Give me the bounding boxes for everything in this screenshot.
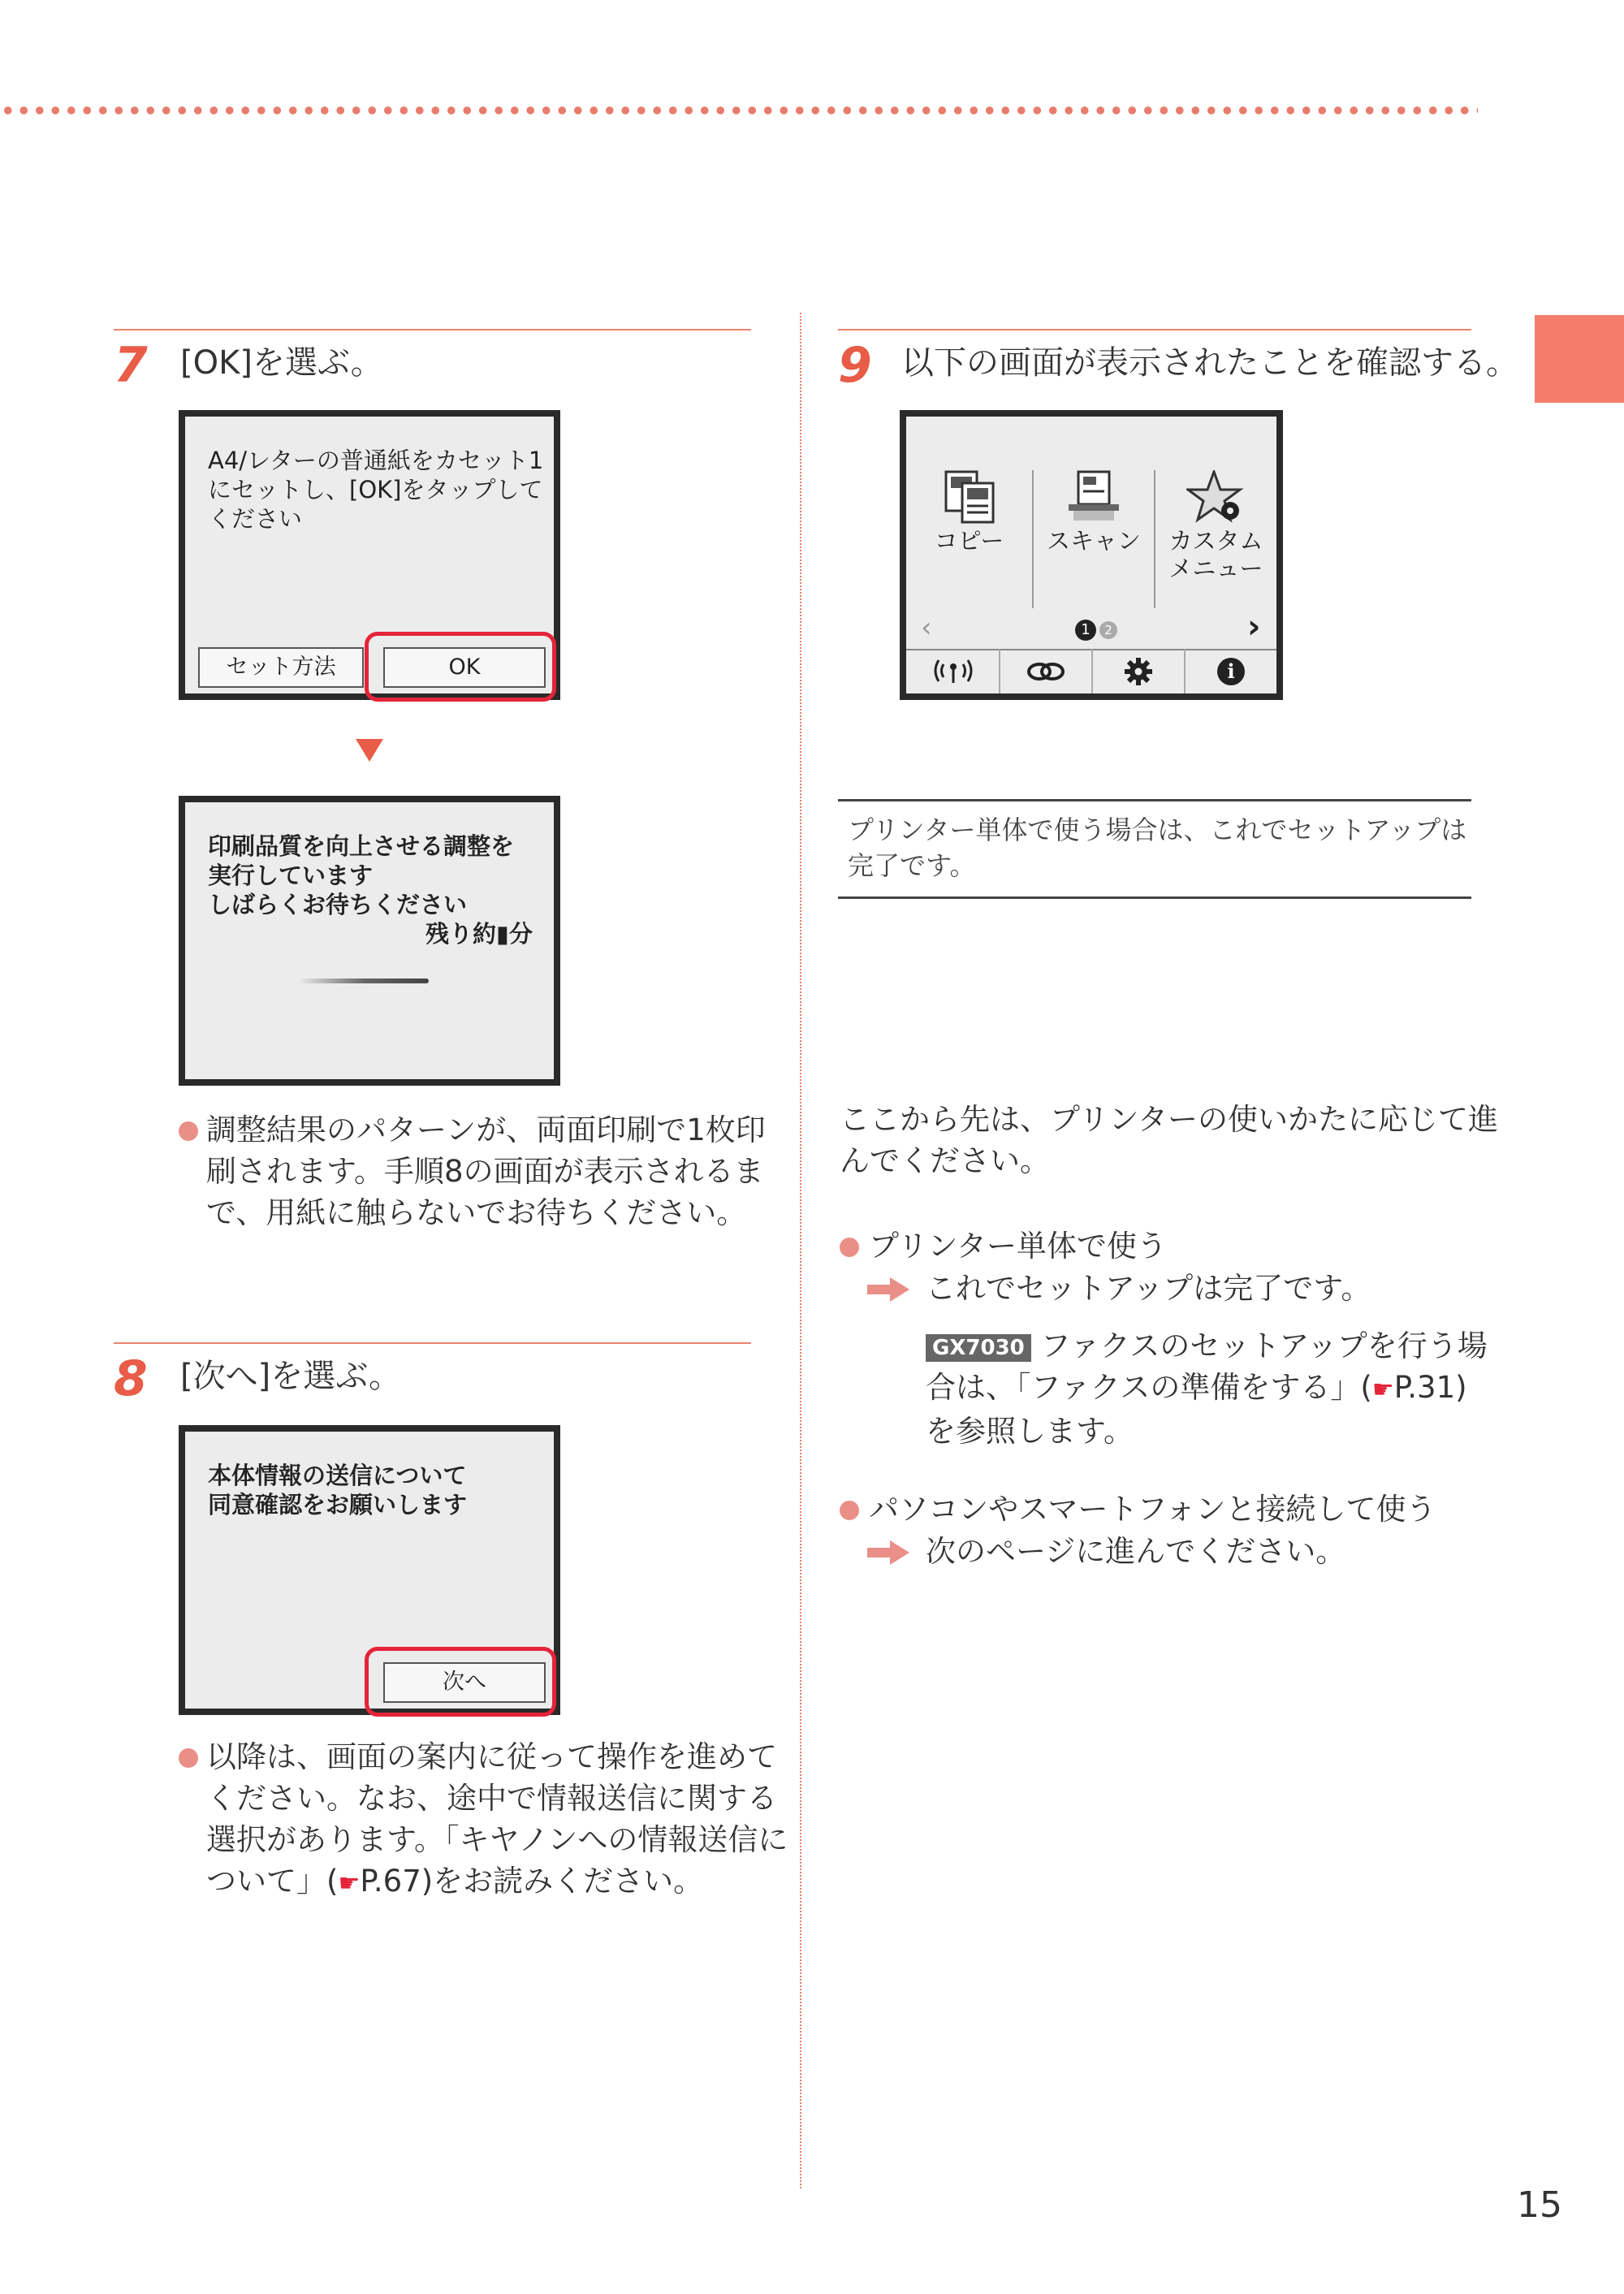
step9-title: 以下の画面が表示されたことを確認する。 bbox=[901, 344, 1518, 382]
home-item-label: コピー bbox=[934, 527, 1004, 555]
note-bottom-line bbox=[838, 896, 1471, 899]
step7-bullet-icon bbox=[179, 1121, 198, 1141]
text-line: んでください。 bbox=[840, 1143, 1050, 1178]
home-item-copy[interactable] bbox=[906, 470, 1032, 555]
section-tab bbox=[1535, 315, 1624, 403]
printer-screen-adjusting bbox=[179, 796, 560, 1086]
option1-heading: プリンター単体で使う bbox=[869, 1229, 1168, 1264]
pointing-hand-icon: ☛ bbox=[338, 1869, 361, 1898]
step8-number: 8 bbox=[114, 1350, 148, 1407]
option2-arrow-text: 次のページに進んでください。 bbox=[926, 1534, 1346, 1569]
chevron-left-icon[interactable]: ‹ bbox=[921, 611, 932, 644]
note-line: 以降は、画面の案内に従って操作を進めて bbox=[206, 1739, 777, 1774]
step9-rule bbox=[838, 329, 1471, 330]
note-line: 選択があります。「キヤノンへの情報送信に bbox=[206, 1822, 788, 1857]
text-line: 合は、「ファクスの準備をする」(☛P.31) bbox=[926, 1370, 1467, 1405]
option1-bullet-icon bbox=[840, 1238, 859, 1257]
note-line: プリンター単体で使う場合は、これでセットアップは bbox=[848, 814, 1467, 845]
page-number: 15 bbox=[1517, 2184, 1562, 2226]
info-icon[interactable]: i bbox=[1217, 658, 1245, 685]
note-line: で、用紙に触らないでお待ちください。 bbox=[206, 1195, 747, 1230]
link-icon[interactable] bbox=[1025, 659, 1067, 688]
next-button-highlight bbox=[365, 1647, 556, 1717]
page-dot-2[interactable]: 2 bbox=[1099, 621, 1117, 639]
down-arrow-icon bbox=[356, 739, 383, 762]
screen-message-line: にセットし、[OK]をタップして bbox=[208, 476, 543, 503]
page-reference-link[interactable]: P.31 bbox=[1393, 1370, 1456, 1405]
printer-home-screen bbox=[900, 410, 1283, 700]
continue-text bbox=[840, 1099, 1498, 1182]
step7-title: [OK]を選ぶ。 bbox=[180, 344, 383, 382]
note-line: 完了です。 bbox=[848, 850, 976, 881]
note-top-line bbox=[838, 799, 1471, 801]
page-dot-1[interactable]: 1 bbox=[1075, 620, 1096, 641]
step8-note bbox=[206, 1736, 788, 1904]
step7-note bbox=[206, 1109, 766, 1233]
option1-fax-note bbox=[926, 1325, 1488, 1452]
text-line: GX7030 ファクスのセットアップを行う場 bbox=[926, 1325, 1488, 1367]
ok-button[interactable]: OK bbox=[383, 647, 546, 688]
page-reference-link[interactable]: P.67 bbox=[360, 1864, 421, 1899]
scan-icon bbox=[1065, 470, 1122, 524]
step7-number: 7 bbox=[114, 337, 148, 394]
home-item-custom-menu[interactable] bbox=[1155, 470, 1276, 582]
screen-message-line: しばらくお待ちください bbox=[208, 891, 468, 918]
step8-rule bbox=[114, 1342, 751, 1344]
next-button[interactable]: 次へ bbox=[383, 1662, 546, 1703]
top-dotted-border bbox=[0, 106, 1478, 115]
screen-message-line: 実行しています bbox=[208, 862, 374, 889]
step7-rule bbox=[114, 329, 751, 330]
text-line: を参照します。 bbox=[926, 1414, 1134, 1449]
note-line: ください。なお、途中で情報送信に関する bbox=[206, 1781, 777, 1816]
ok-button-highlight bbox=[365, 632, 556, 702]
progress-bar bbox=[299, 979, 429, 983]
home-item-scan[interactable] bbox=[1034, 470, 1154, 555]
wireless-icon[interactable] bbox=[931, 657, 976, 688]
screen-message-line: 本体情報の送信について bbox=[208, 1462, 467, 1489]
step8-bullet-icon bbox=[179, 1748, 198, 1768]
settings-gear-icon[interactable] bbox=[1124, 657, 1153, 689]
option2-bullet-icon bbox=[840, 1501, 859, 1520]
screen-message-line: 同意確認をお願いします bbox=[208, 1491, 468, 1519]
step9-note bbox=[848, 812, 1466, 883]
remaining-time: 残り約▮分 bbox=[425, 920, 533, 948]
screen-message-line: 印刷品質を向上させる調整を bbox=[208, 832, 515, 860]
custom-menu-icon bbox=[1186, 470, 1246, 524]
text-line: ここから先は、プリンターの使いかたに応じて進 bbox=[840, 1102, 1499, 1137]
setup-method-button[interactable]: セット方法 bbox=[198, 647, 364, 688]
model-badge: GX7030 bbox=[926, 1334, 1031, 1362]
note-line: ついて」(☛P.67)をお読みください。 bbox=[206, 1864, 704, 1899]
option1-arrow-text: これでセットアップは完了です。 bbox=[926, 1271, 1371, 1306]
pointing-hand-icon: ☛ bbox=[1371, 1376, 1394, 1404]
step8-title: [次へ]を選ぶ。 bbox=[180, 1358, 402, 1395]
screen-message-line: A4/レターの普通紙をカセット1 bbox=[208, 447, 544, 474]
home-item-label: スキャン bbox=[1046, 527, 1141, 555]
option2-heading: パソコンやスマートフォンと接続して使う bbox=[869, 1492, 1436, 1527]
column-divider bbox=[800, 313, 801, 2188]
copy-icon bbox=[941, 470, 998, 524]
note-line: 調整結果のパターンが、両面印刷で1枚印 bbox=[206, 1112, 766, 1147]
screen-message-line: ください bbox=[208, 505, 303, 533]
home-item-label: カスタム メニュー bbox=[1168, 527, 1263, 582]
step9-number: 9 bbox=[838, 337, 872, 394]
note-line: 刷されます。手順8の画面が表示されるま bbox=[206, 1154, 764, 1189]
chevron-right-icon[interactable]: › bbox=[1247, 608, 1261, 646]
right-arrow-icon bbox=[867, 1540, 909, 1565]
right-arrow-icon bbox=[867, 1277, 909, 1302]
